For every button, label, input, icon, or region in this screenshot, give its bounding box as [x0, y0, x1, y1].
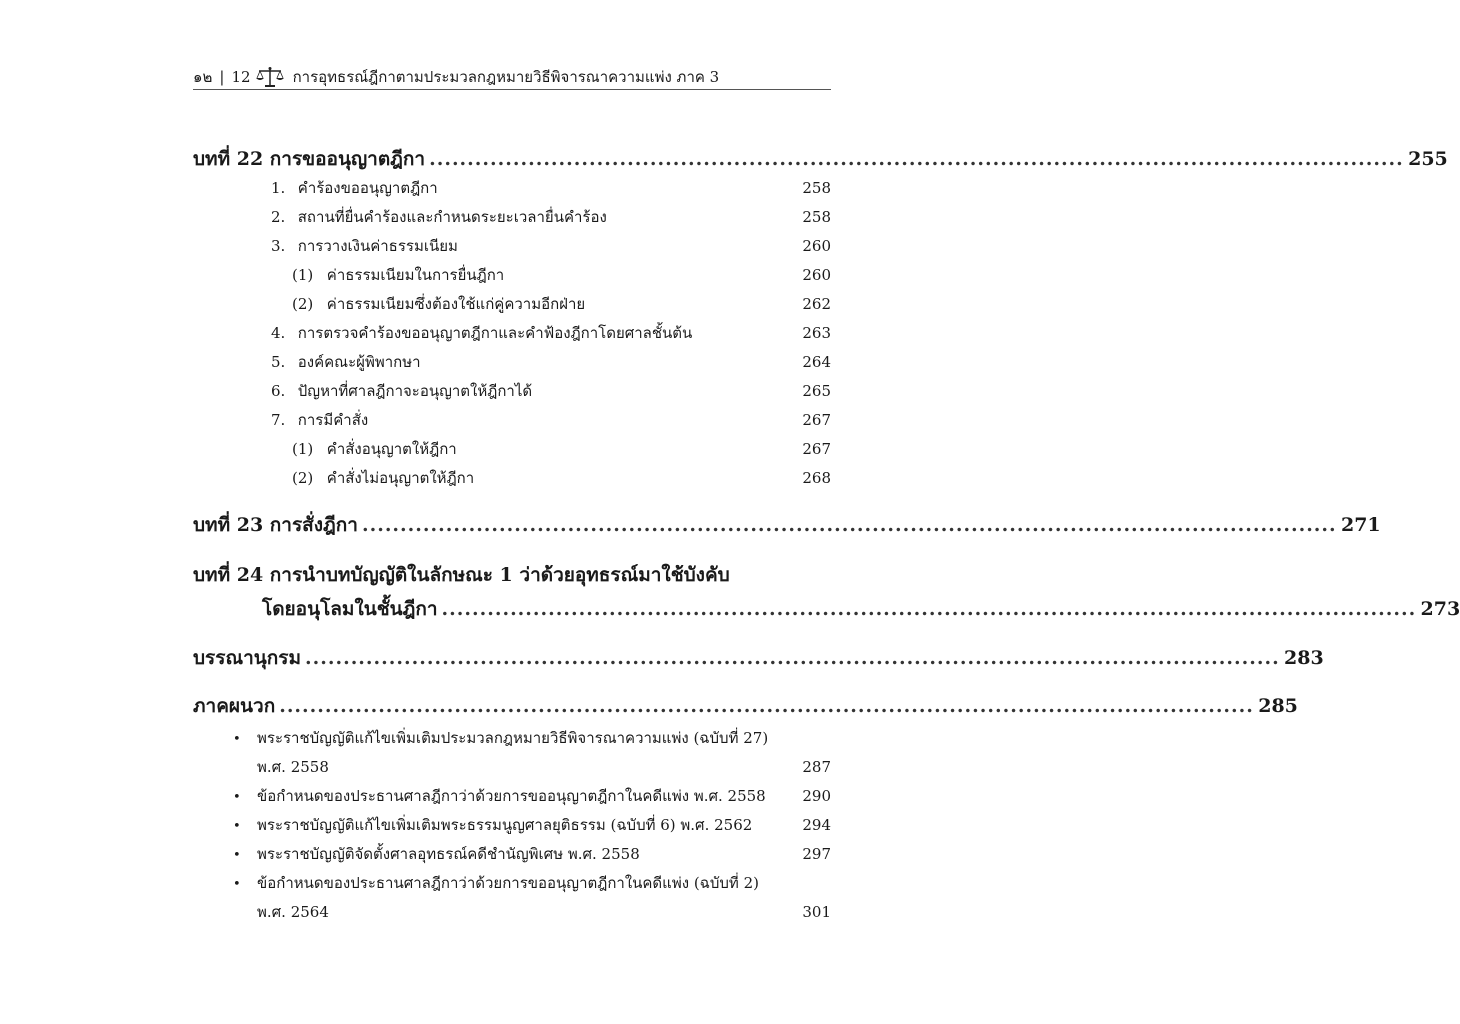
- entry-number: 5.: [271, 353, 286, 371]
- entry-number: (1): [292, 440, 314, 458]
- appendix-item-text-continued: พ.ศ. 2558: [257, 758, 329, 776]
- entry-text: ค่าธรรมเนียมในการยื่นฎีกา: [326, 266, 505, 284]
- entry-page: 265: [802, 382, 831, 400]
- toc-chapter-23: [193, 510, 1381, 540]
- appendix-item-text-continued: พ.ศ. 2564: [257, 903, 329, 921]
- appendix-item-continued: [257, 900, 831, 924]
- toc-bibliography: [193, 643, 1324, 673]
- book-title: การอุทธรณ์ฎีกาตามประมวลกฎหมายวิธีพิจารณาความแพ่ง ภาค 3: [292, 68, 720, 86]
- appendix-item-continued: [257, 755, 831, 779]
- entry-text: การตรวจคำร้องขออนุญาตฎีกาและคำฟ้องฎีกาโดยศาลชั้นต้น: [297, 324, 693, 342]
- leader-dots: ................................................................................................................................: [279, 695, 1254, 717]
- appendix-item-text: ข้อกำหนดของประธานศาลฎีกาว่าด้วยการขออนุญาตฎีกาในคดีแพ่ง (ฉบับที่ 2): [257, 874, 759, 892]
- entry-text: การวางเงินค่าธรรมเนียม: [297, 237, 458, 255]
- chapter-title: บทที่ 24 การนำบทบัญญัติในลักษณะ 1 ว่าด้วยอุทธรณ์มาใช้บังคับ: [193, 564, 730, 586]
- appendix-item-page: 287: [802, 758, 831, 776]
- entry-number: 3.: [271, 237, 286, 255]
- running-header: [193, 64, 831, 90]
- bullet: •: [233, 819, 241, 834]
- appendix-item-text: พระราชบัญญัติจัดตั้งศาลอุทธรณ์คดีชำนัญพิเศษ พ.ศ. 2558: [257, 845, 640, 863]
- page-number-arabic: 12: [231, 68, 251, 86]
- bullet: •: [233, 877, 241, 892]
- toc-entry: [271, 176, 831, 200]
- entry-text: องค์คณะผู้พิพากษา: [297, 353, 421, 371]
- appendix-item-text: พระราชบัญญัติแก้ไขเพิ่มเติมประมวลกฎหมายวิธีพิจารณาความแพ่ง (ฉบับที่ 27): [257, 729, 769, 747]
- entry-page: 262: [802, 295, 831, 313]
- header-separator: |: [219, 68, 225, 86]
- entry-number: 7.: [271, 411, 286, 429]
- chapter-title-continued: โดยอนุโลมในชั้นฎีกา: [262, 598, 438, 620]
- toc-subentry: [292, 292, 831, 316]
- entry-text: ค่าธรรมเนียมซึ่งต้องใช้แก่คู่ความอีกฝ่าย: [326, 295, 586, 313]
- entry-page: 260: [802, 266, 831, 284]
- entry-page: 264: [802, 353, 831, 371]
- entry-number: (2): [292, 469, 314, 487]
- appendix-item: [233, 813, 831, 837]
- entry-number: 1.: [271, 179, 286, 197]
- toc-chapter-24-line2: [262, 594, 1460, 624]
- appendix-item: [233, 842, 831, 866]
- appendix-item: [233, 784, 831, 808]
- entry-page: 263: [802, 324, 831, 342]
- appendix-item-page: 290: [802, 787, 831, 805]
- toc-chapter-22: [193, 144, 1448, 174]
- bullet: •: [233, 732, 241, 747]
- appendix-item-text: ข้อกำหนดของประธานศาลฎีกาว่าด้วยการขออนุญาตฎีกาในคดีแพ่ง พ.ศ. 2558: [257, 787, 766, 805]
- toc-chapter-24-line1: [193, 560, 831, 590]
- entry-number: 4.: [271, 324, 286, 342]
- toc-entry: [271, 205, 831, 229]
- entry-text: คำสั่งอนุญาตให้ฎีกา: [326, 440, 457, 458]
- toc-appendix: [193, 691, 1298, 721]
- chapter-page: 255: [1408, 148, 1448, 170]
- entry-text: คำร้องขออนุญาตฎีกา: [297, 179, 438, 197]
- appendix-item-page: 301: [802, 903, 831, 921]
- entry-number: 6.: [271, 382, 286, 400]
- leader-dots: ................................................................................................................................: [361, 514, 1337, 536]
- header-rule: [193, 89, 831, 90]
- toc-subentry: [292, 466, 831, 490]
- toc-entry: [271, 379, 831, 403]
- bullet: •: [233, 848, 241, 863]
- page-number-thai: ๑๒: [193, 68, 213, 86]
- entry-text: การมีคำสั่ง: [297, 411, 369, 429]
- toc-subentry: [292, 437, 831, 461]
- entry-number: (1): [292, 266, 314, 284]
- entry-page: 267: [802, 411, 831, 429]
- section-page: 283: [1284, 647, 1324, 669]
- chapter-title: บทที่ 22 การขออนุญาตฎีกา: [193, 148, 426, 170]
- entry-number: 2.: [271, 208, 286, 226]
- appendix-item: [233, 871, 831, 895]
- chapter-page: 271: [1340, 514, 1381, 536]
- appendix-item-page: 297: [802, 845, 831, 863]
- toc-entry: [271, 321, 831, 345]
- toc-entry: [271, 408, 831, 432]
- chapter-title: บทที่ 23 การสั่งฎีกา: [193, 514, 358, 536]
- entry-page: 268: [802, 469, 831, 487]
- entry-text: คำสั่งไม่อนุญาตให้ฎีกา: [326, 469, 475, 487]
- entry-page: 258: [802, 208, 831, 226]
- entry-number: (2): [292, 295, 314, 313]
- entry-page: 260: [802, 237, 831, 255]
- entry-page: 258: [802, 179, 831, 197]
- entry-page: 267: [802, 440, 831, 458]
- leader-dots: ................................................................................................................................: [429, 148, 1404, 170]
- bullet: •: [233, 790, 241, 805]
- leader-dots: ................................................................................................................................: [305, 647, 1280, 669]
- chapter-page: 273: [1420, 598, 1460, 620]
- section-page: 285: [1258, 695, 1298, 717]
- entry-text: สถานที่ยื่นคำร้องและกำหนดระยะเวลายื่นคำร้อง: [297, 208, 607, 226]
- toc-entry: [271, 234, 831, 258]
- entry-text: ปัญหาที่ศาลฎีกาจะอนุญาตให้ฎีกาได้: [297, 382, 533, 400]
- toc-subentry: [292, 263, 831, 287]
- scales-of-justice-icon: [255, 66, 285, 88]
- appendix-item-page: 294: [802, 816, 831, 834]
- toc-entry: [271, 350, 831, 374]
- section-title: บรรณานุกรม: [193, 647, 301, 669]
- appendix-item: [233, 726, 831, 750]
- appendix-item-text: พระราชบัญญัติแก้ไขเพิ่มเติมพระธรรมนูญศาลยุติธรรม (ฉบับที่ 6) พ.ศ. 2562: [257, 816, 753, 834]
- leader-dots: ................................................................................................................................: [441, 598, 1417, 620]
- section-title: ภาคผนวก: [193, 695, 276, 717]
